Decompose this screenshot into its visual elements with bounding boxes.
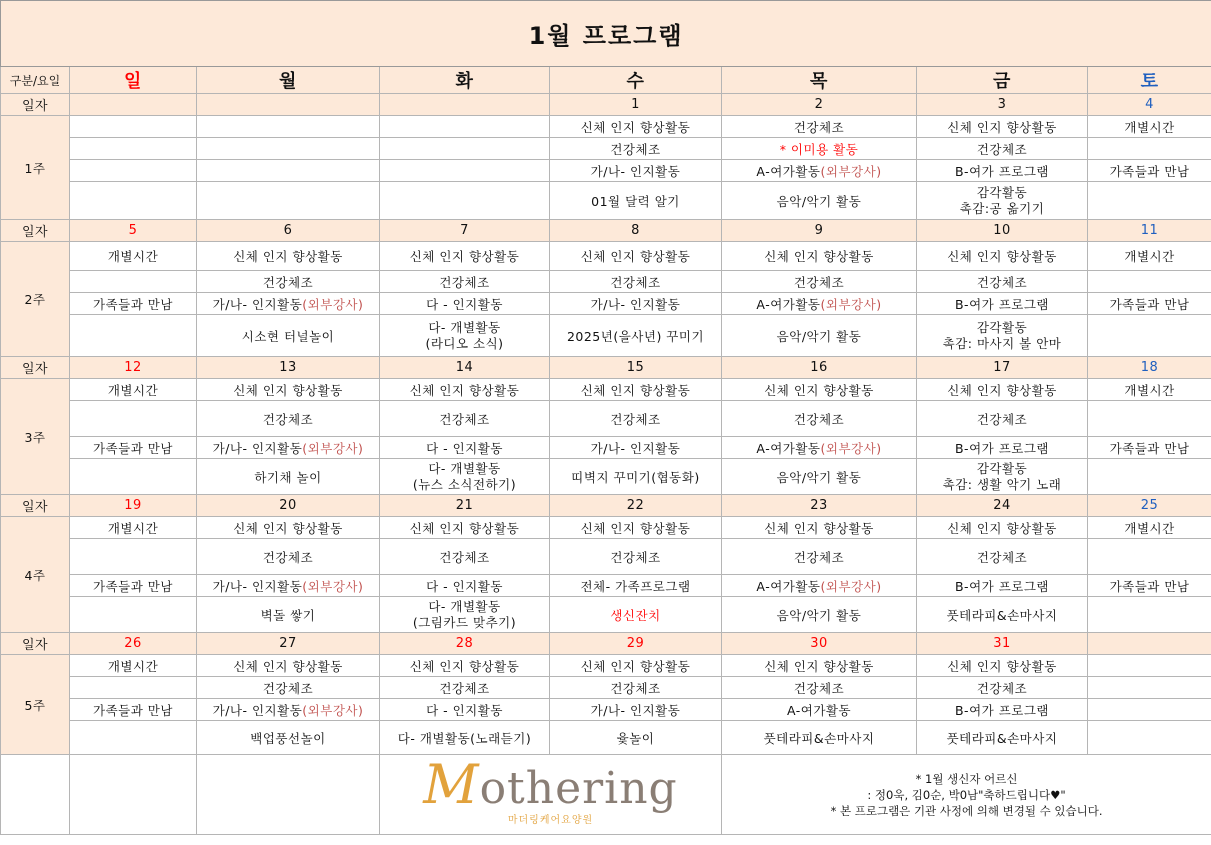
external-instructor-tag: (외부강사) xyxy=(302,440,364,456)
activity-text: A-여가활동 xyxy=(756,163,821,179)
date-row xyxy=(1,633,1211,655)
activity-cell xyxy=(70,597,197,633)
activity-row xyxy=(1,539,1211,575)
activity-cell: 개별시간 xyxy=(70,242,197,271)
activity-cell: 가/나- 인지활동 xyxy=(550,293,722,315)
activity-cell: 건강체조 xyxy=(197,677,380,699)
activity-cell xyxy=(1088,699,1211,721)
activity-cell xyxy=(1088,315,1211,357)
activity-cell: 개별시간 xyxy=(70,379,197,401)
activity-cell: 신체 인지 향상활동 xyxy=(917,655,1088,677)
activity-cell: 개별시간 xyxy=(1088,379,1211,401)
date-cell: 18 xyxy=(1088,357,1211,379)
activity-cell xyxy=(917,182,1088,220)
date-cell: 5 xyxy=(70,220,197,242)
date-cell: 16 xyxy=(722,357,917,379)
date-cell: 3 xyxy=(917,94,1088,116)
activity-cell xyxy=(70,539,197,575)
activity-cell xyxy=(1088,597,1211,633)
activity-row xyxy=(1,315,1211,357)
activity-cell: 음악/악기 활동 xyxy=(722,597,917,633)
date-cell: 26 xyxy=(70,633,197,655)
footer-empty xyxy=(70,755,197,835)
day-header: 목 xyxy=(722,67,917,94)
activity-cell: 다 - 인지활동 xyxy=(380,437,550,459)
activity-cell xyxy=(70,401,197,437)
activity-cell xyxy=(380,315,550,357)
activity-line: (뉴스 소식전하기) xyxy=(412,476,517,492)
date-cell: 13 xyxy=(197,357,380,379)
activity-cell xyxy=(1088,655,1211,677)
activity-cell xyxy=(1088,401,1211,437)
activity-line: 촉감: 마사지 볼 안마 xyxy=(942,335,1062,351)
external-instructor-tag: (외부강사) xyxy=(820,163,882,179)
external-instructor-tag: (외부강사) xyxy=(302,296,364,312)
activity-cell xyxy=(380,597,550,633)
activity-row xyxy=(1,677,1211,699)
activity-cell: 신체 인지 향상활동 xyxy=(550,379,722,401)
activity-cell: 건강체조 xyxy=(550,271,722,293)
activity-cell: 신체 인지 향상활동 xyxy=(917,116,1088,138)
external-instructor-tag: (외부강사) xyxy=(820,578,882,594)
activity-text: 가/나- 인지활동 xyxy=(212,440,303,456)
activity-cell xyxy=(722,160,917,182)
date-cell: 17 xyxy=(917,357,1088,379)
activity-cell: 가/나- 인지활동 xyxy=(550,160,722,182)
date-cell: 6 xyxy=(197,220,380,242)
date-cell: 31 xyxy=(917,633,1088,655)
activity-cell: 개별시간 xyxy=(70,655,197,677)
activity-cell xyxy=(722,575,917,597)
activity-cell: 신체 인지 향상활동 xyxy=(197,242,380,271)
activity-line: 촉감:공 옮기기 xyxy=(959,200,1045,216)
activity-cell xyxy=(70,677,197,699)
date-label: 일자 xyxy=(1,357,70,379)
date-label: 일자 xyxy=(1,94,70,116)
activity-cell: 음악/악기 활동 xyxy=(722,315,917,357)
activity-row xyxy=(1,721,1211,755)
date-row xyxy=(1,220,1211,242)
date-cell: 1 xyxy=(550,94,722,116)
activity-cell: 2025년(을사년) 꾸미기 xyxy=(550,315,722,357)
activity-cell: 신체 인지 향상활동 xyxy=(550,242,722,271)
date-cell: 20 xyxy=(197,495,380,517)
activity-cell: 가족들과 만남 xyxy=(70,575,197,597)
activity-row xyxy=(1,379,1211,401)
activity-cell: 신체 인지 향상활동 xyxy=(380,517,550,539)
activity-cell: 신체 인지 향상활동 xyxy=(197,379,380,401)
logo-m: M xyxy=(423,754,480,816)
activity-cell xyxy=(197,575,380,597)
activity-text: 가/나- 인지활동 xyxy=(212,296,303,312)
activity-cell: 01월 달력 알기 xyxy=(550,182,722,220)
activity-cell xyxy=(197,138,380,160)
activity-cell: 음악/악기 활동 xyxy=(722,182,917,220)
activity-cell: 신체 인지 향상활동 xyxy=(550,517,722,539)
notes-cell xyxy=(722,755,1211,835)
activity-cell: 가/나- 인지활동 xyxy=(550,437,722,459)
activity-cell: 신체 인지 향상활동 xyxy=(380,379,550,401)
date-cell: 30 xyxy=(722,633,917,655)
activity-cell: 다 - 인지활동 xyxy=(380,575,550,597)
day-header: 월 xyxy=(197,67,380,94)
activity-cell: 가/나- 인지활동 xyxy=(550,699,722,721)
activity-cell xyxy=(197,699,380,721)
activity-line: 감각활동 xyxy=(976,319,1028,335)
activity-cell xyxy=(197,182,380,220)
activity-cell: 건강체조 xyxy=(197,401,380,437)
week-label: 4주 xyxy=(1,517,70,633)
activity-cell: 개별시간 xyxy=(70,517,197,539)
activity-cell: 하기채 놀이 xyxy=(197,459,380,495)
footer-empty xyxy=(1,755,70,835)
external-instructor-tag: (외부강사) xyxy=(820,296,882,312)
activity-cell xyxy=(70,271,197,293)
activity-cell xyxy=(197,293,380,315)
date-cell: 29 xyxy=(550,633,722,655)
activity-row xyxy=(1,138,1211,160)
activity-line: 감각활동 xyxy=(976,460,1028,476)
activity-cell: 건강체조 xyxy=(917,401,1088,437)
activity-cell: 신체 인지 향상활동 xyxy=(722,242,917,271)
activity-cell: 신체 인지 향상활동 xyxy=(380,655,550,677)
activity-cell: B-여가 프로그램 xyxy=(917,699,1088,721)
activity-cell xyxy=(917,315,1088,357)
activity-cell xyxy=(197,437,380,459)
activity-cell: 신체 인지 향상활동 xyxy=(917,242,1088,271)
note-line: : 정0욱, 김0순, 박0남"축하드립니다♥" xyxy=(867,787,1066,802)
activity-cell: 다 - 인지활동 xyxy=(380,699,550,721)
page-title: 1월 프로그램 xyxy=(1,1,1211,67)
activity-cell: 다 - 인지활동 xyxy=(380,293,550,315)
date-cell xyxy=(380,94,550,116)
logo-rest: othering xyxy=(479,763,678,814)
date-cell: 10 xyxy=(917,220,1088,242)
activity-row xyxy=(1,293,1211,315)
activity-cell xyxy=(197,160,380,182)
activity-cell: 신체 인지 향상활동 xyxy=(197,517,380,539)
activity-line: 촉감: 생활 악기 노래 xyxy=(942,476,1062,492)
activity-cell: 건강체조 xyxy=(917,677,1088,699)
activity-cell: 신체 인지 향상활동 xyxy=(380,242,550,271)
day-header: 수 xyxy=(550,67,722,94)
activity-cell: 건강체조 xyxy=(722,116,917,138)
date-cell: 8 xyxy=(550,220,722,242)
activity-cell: 신체 인지 향상활동 xyxy=(722,379,917,401)
activity-cell: 가족들과 만남 xyxy=(1088,160,1211,182)
week-label: 1주 xyxy=(1,116,70,220)
activity-cell: A-여가활동 xyxy=(722,699,917,721)
day-header: 화 xyxy=(380,67,550,94)
activity-cell xyxy=(380,160,550,182)
activity-cell xyxy=(380,116,550,138)
external-instructor-tag: (외부강사) xyxy=(820,440,882,456)
activity-cell: 개별시간 xyxy=(1088,116,1211,138)
date-cell: 27 xyxy=(197,633,380,655)
activity-cell: 건강체조 xyxy=(917,138,1088,160)
date-cell: 11 xyxy=(1088,220,1211,242)
activity-cell: 신체 인지 향상활동 xyxy=(550,116,722,138)
activity-cell: 신체 인지 향상활동 xyxy=(917,517,1088,539)
activity-cell: B-여가 프로그램 xyxy=(917,575,1088,597)
activity-cell: 가족들과 만남 xyxy=(1088,437,1211,459)
note-line: * 1월 생신자 어르신 xyxy=(915,771,1018,786)
date-label: 일자 xyxy=(1,633,70,655)
activity-line: 다- 개별활동 xyxy=(428,460,501,476)
date-cell: 21 xyxy=(380,495,550,517)
activity-row xyxy=(1,459,1211,495)
activity-cell: 건강체조 xyxy=(550,138,722,160)
date-cell: 25 xyxy=(1088,495,1211,517)
activity-cell xyxy=(380,138,550,160)
date-row xyxy=(1,357,1211,379)
week-label: 2주 xyxy=(1,242,70,357)
activity-cell: 건강체조 xyxy=(380,271,550,293)
footer-row xyxy=(1,755,1211,835)
activity-row xyxy=(1,242,1211,271)
activity-row xyxy=(1,182,1211,220)
logo-cell xyxy=(380,755,722,835)
activity-cell: 건강체조 xyxy=(380,401,550,437)
activity-cell: 건강체조 xyxy=(550,401,722,437)
activity-cell xyxy=(1088,182,1211,220)
activity-row xyxy=(1,116,1211,138)
date-cell: 9 xyxy=(722,220,917,242)
activity-cell: 띠벽지 꾸미기(협동화) xyxy=(550,459,722,495)
activity-cell: 신체 인지 향상활동 xyxy=(917,379,1088,401)
activity-cell: 건강체조 xyxy=(197,271,380,293)
date-label: 일자 xyxy=(1,495,70,517)
activity-row xyxy=(1,437,1211,459)
external-instructor-tag: (외부강사) xyxy=(302,702,364,718)
mothering-logo xyxy=(380,754,721,826)
activity-row xyxy=(1,575,1211,597)
date-row xyxy=(1,94,1211,116)
week-label: 5주 xyxy=(1,655,70,755)
logo-subtitle: 마더링케어요양원 xyxy=(507,815,594,826)
activity-cell: 가족들과 만남 xyxy=(1088,293,1211,315)
activity-row xyxy=(1,699,1211,721)
date-cell xyxy=(197,94,380,116)
activity-cell: 건강체조 xyxy=(722,539,917,575)
logo-wordmark xyxy=(423,754,678,816)
activity-cell: 백업풍선놀이 xyxy=(197,721,380,755)
activity-cell: B-여가 프로그램 xyxy=(917,293,1088,315)
activity-cell: B-여가 프로그램 xyxy=(917,160,1088,182)
header-gubun: 구분/요일 xyxy=(1,67,70,94)
activity-cell: 시소현 터널놀이 xyxy=(197,315,380,357)
activity-text: 가/나- 인지활동 xyxy=(212,578,303,594)
activity-text: 가/나- 인지활동 xyxy=(212,702,303,718)
activity-cell: 건강체조 xyxy=(550,677,722,699)
activity-cell: 건강체조 xyxy=(917,271,1088,293)
activity-cell xyxy=(1088,677,1211,699)
date-cell xyxy=(70,94,197,116)
activity-cell: 개별시간 xyxy=(1088,517,1211,539)
activity-cell: 음악/악기 활동 xyxy=(722,459,917,495)
activity-row xyxy=(1,597,1211,633)
activity-cell xyxy=(917,459,1088,495)
activity-cell: 풋테라피&손마사지 xyxy=(917,597,1088,633)
activity-cell xyxy=(1088,721,1211,755)
activity-cell: 신체 인지 향상활동 xyxy=(550,655,722,677)
activity-cell: 신체 인지 향상활동 xyxy=(722,517,917,539)
activity-cell: 건강체조 xyxy=(380,539,550,575)
activity-text: A-여가활동 xyxy=(756,440,821,456)
activity-cell: 풋테라피&손마사지 xyxy=(722,721,917,755)
activity-cell xyxy=(70,116,197,138)
date-cell: 28 xyxy=(380,633,550,655)
activity-cell xyxy=(1088,138,1211,160)
activity-cell xyxy=(1088,459,1211,495)
activity-cell: 건강체조 xyxy=(722,677,917,699)
activity-row xyxy=(1,517,1211,539)
activity-line: 다- 개별활동 xyxy=(428,319,501,335)
activity-cell xyxy=(70,721,197,755)
activity-cell: 다- 개별활동(노래듣기) xyxy=(380,721,550,755)
date-cell: 19 xyxy=(70,495,197,517)
activity-cell: 가족들과 만남 xyxy=(70,437,197,459)
external-instructor-tag: (외부강사) xyxy=(302,578,364,594)
activity-cell xyxy=(722,437,917,459)
activity-line: (라디오 소식) xyxy=(425,335,504,351)
date-cell: 7 xyxy=(380,220,550,242)
date-label: 일자 xyxy=(1,220,70,242)
activity-cell: 건강체조 xyxy=(380,677,550,699)
date-cell: 4 xyxy=(1088,94,1211,116)
activity-cell: 풋테라피&손마사지 xyxy=(917,721,1088,755)
activity-cell: 신체 인지 향상활동 xyxy=(197,655,380,677)
activity-cell xyxy=(1088,271,1211,293)
footer-empty xyxy=(197,755,380,835)
day-header: 일 xyxy=(70,67,197,94)
day-header: 토 xyxy=(1088,67,1211,94)
activity-text: A-여가활동 xyxy=(756,296,821,312)
date-cell: 14 xyxy=(380,357,550,379)
activity-line: 다- 개별활동 xyxy=(428,598,501,614)
activity-cell xyxy=(380,459,550,495)
date-cell: 24 xyxy=(917,495,1088,517)
activity-row xyxy=(1,160,1211,182)
activity-line: (그림카드 맞추기) xyxy=(412,614,517,630)
activity-cell: 벽돌 쌓기 xyxy=(197,597,380,633)
activity-cell: 건강체조 xyxy=(917,539,1088,575)
date-row xyxy=(1,495,1211,517)
date-cell: 12 xyxy=(70,357,197,379)
activity-cell: 건강체조 xyxy=(722,401,917,437)
activity-cell: 건강체조 xyxy=(722,271,917,293)
activity-cell xyxy=(70,315,197,357)
activity-row xyxy=(1,655,1211,677)
activity-text: A-여가활동 xyxy=(756,578,821,594)
date-cell: 23 xyxy=(722,495,917,517)
activity-cell: 건강체조 xyxy=(197,539,380,575)
date-cell: 22 xyxy=(550,495,722,517)
date-cell xyxy=(1088,633,1211,655)
activity-cell xyxy=(70,459,197,495)
activity-cell: 건강체조 xyxy=(550,539,722,575)
activity-cell xyxy=(380,182,550,220)
activity-cell xyxy=(1088,539,1211,575)
activity-cell xyxy=(70,182,197,220)
activity-cell: 신체 인지 향상활동 xyxy=(722,655,917,677)
activity-row xyxy=(1,401,1211,437)
activity-cell: 전체- 가족프로그램 xyxy=(550,575,722,597)
activity-cell: 가족들과 만남 xyxy=(1088,575,1211,597)
activity-cell: * 이미용 활동 xyxy=(722,138,917,160)
date-cell: 2 xyxy=(722,94,917,116)
activity-cell xyxy=(70,160,197,182)
week-label: 3주 xyxy=(1,379,70,495)
activity-cell xyxy=(197,116,380,138)
activity-cell: 생신잔치 xyxy=(550,597,722,633)
date-cell: 15 xyxy=(550,357,722,379)
activity-line: 감각활동 xyxy=(976,184,1028,200)
day-header: 금 xyxy=(917,67,1088,94)
activity-cell: B-여가 프로그램 xyxy=(917,437,1088,459)
note-line: * 본 프로그램은 기관 사정에 의해 변경될 수 있습니다. xyxy=(830,803,1103,818)
activity-row xyxy=(1,271,1211,293)
activity-cell: 가족들과 만남 xyxy=(70,699,197,721)
activity-cell: 개별시간 xyxy=(1088,242,1211,271)
activity-cell xyxy=(722,293,917,315)
activity-cell: 가족들과 만남 xyxy=(70,293,197,315)
activity-cell xyxy=(70,138,197,160)
activity-cell: 윷놀이 xyxy=(550,721,722,755)
